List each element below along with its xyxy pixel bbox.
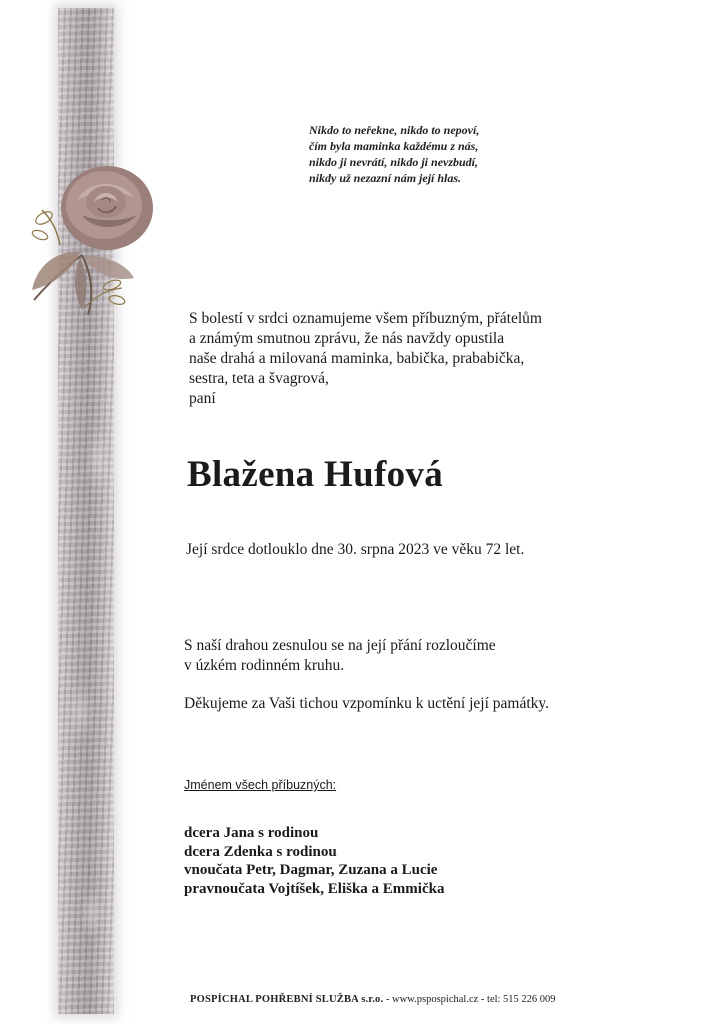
footer-company: POSPÍCHAL POHŘEBNÍ SLUŽBA s.r.o. xyxy=(190,994,384,1005)
announcement-line: a známým smutnou zprávu, že nás navždy opustila xyxy=(189,330,505,347)
deceased-name: Blažena Hufová xyxy=(187,454,444,495)
poem xyxy=(309,122,479,186)
announcement xyxy=(189,309,542,409)
relative-item: pravnoučata Vojtíšek, Eliška a Emmička xyxy=(184,880,445,897)
relative-item: dcera Zdenka s rodinou xyxy=(184,843,337,860)
footer xyxy=(190,994,556,1005)
poem-line: nikdy už nezazní nám její hlas. xyxy=(309,171,462,185)
announcement-line: sestra, teta a švagrová, xyxy=(189,370,329,387)
footer-contact: - www.pspospichal.cz - tel: 515 226 009 xyxy=(383,994,556,1005)
death-notice: Její srdce dotlouklo dne 30. srpna 2023 ve věku 72 let. xyxy=(186,541,525,558)
relative-item: vnoučata Petr, Dagmar, Zuzana a Lucie xyxy=(184,862,438,878)
farewell-line: v úzkém rodinném kruhu. xyxy=(184,657,345,674)
announcement-line: S bolestí v srdci oznamujeme všem příbuzným, přátelům xyxy=(189,310,542,327)
relative-item: dcera Jana s rodinou xyxy=(184,825,319,841)
announcement-line: naše drahá a milovaná maminka, babička, prababička, xyxy=(189,350,525,367)
poem-line: Nikdo to neřekne, nikdo to nepoví, xyxy=(309,123,480,137)
poem-line: čím byla maminka každému z nás, xyxy=(309,139,479,153)
thanks-text: Děkujeme za Vaši tichou vzpomínku k uctění její památky. xyxy=(184,695,550,712)
rose-icon xyxy=(22,160,172,320)
announcement-line: paní xyxy=(189,390,216,407)
relatives-list xyxy=(184,824,444,898)
relatives-heading: Jménem všech příbuzných: xyxy=(184,778,337,792)
farewell-line: S naší drahou zesnulou se na její přání rozloučíme xyxy=(184,637,496,654)
decorative-ribbon xyxy=(58,8,114,1014)
poem-line: nikdo ji nevrátí, nikdo ji nevzbudí, xyxy=(309,155,479,169)
